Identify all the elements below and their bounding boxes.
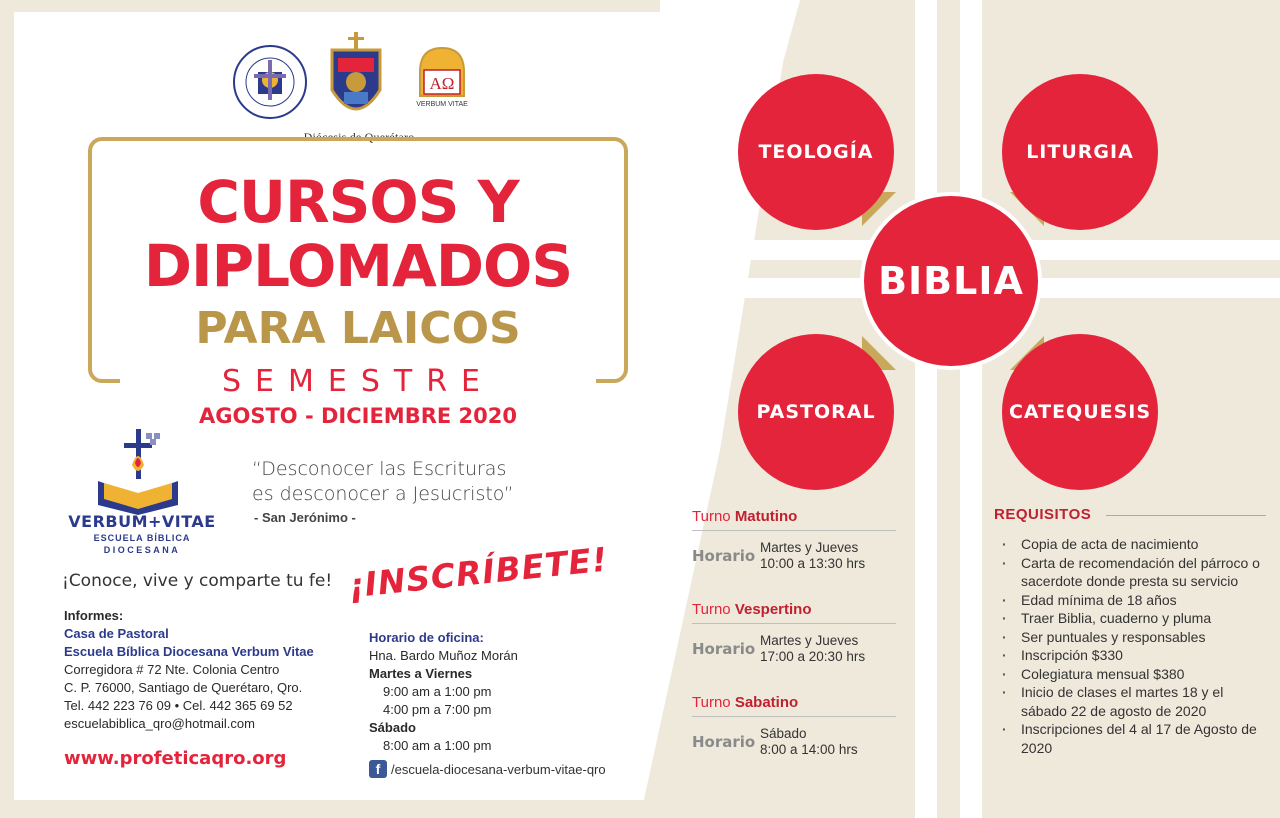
list-item: · Carta de recomendación del párroco o sacerdote donde presta su servicio	[1002, 554, 1262, 591]
list-item: · Inscripciones del 4 al 17 de Agosto de 2020	[1002, 720, 1262, 757]
requisitos-list	[1002, 535, 1262, 757]
pastoral-profetica-logo	[230, 42, 310, 122]
facebook-handle: /escuela-diocesana-verbum-vitae-qro	[391, 761, 606, 777]
website-link[interactable]: www.profeticaqro.org	[64, 748, 287, 769]
facebook-icon: f	[369, 760, 387, 778]
turno-sabatino-label: Horario	[692, 733, 756, 751]
turno-matutino-title: Turno Matutino	[692, 508, 896, 531]
quote-author: - San Jerónimo -	[254, 510, 356, 525]
area-pastoral-label: PASTORAL	[756, 401, 876, 423]
informes-label: Informes:	[64, 608, 124, 623]
list-item: · Ser puntuales y responsables	[1002, 628, 1262, 647]
list-item: · Traer Biblia, cuaderno y pluma	[1002, 609, 1262, 628]
school-name: VERBUM+VITAE	[68, 512, 216, 531]
verbum-vitae-small-text: VERBUM VITAE	[416, 101, 468, 108]
turno-sabatino-title: Turno Sabatino	[692, 694, 896, 717]
semestre-label: SEMESTRE	[221, 364, 494, 399]
inscribete-call-to-action: ¡INSCRÍBETE!	[346, 539, 610, 606]
informes-email: escuelabiblica_qro@hotmail.com	[64, 716, 255, 731]
title-line-3: PARA LAICOS	[195, 303, 521, 354]
verbum-vitae-small-logo	[414, 42, 470, 108]
informes-phones: Tel. 442 223 76 09 • Cel. 442 365 69 52	[64, 698, 293, 713]
area-pastoral	[738, 334, 894, 490]
area-liturgia-label: LITURGIA	[1026, 141, 1134, 163]
informes-block	[64, 607, 314, 733]
verbum-vitae-logo	[90, 425, 200, 515]
list-item: · Inicio de clases el martes 18 y el sábado 22 de agosto de 2020	[1002, 683, 1262, 720]
turno-vespertino-value: Martes y Jueves 17:00 a 20:30 hrs	[760, 633, 866, 664]
quote-line-2: es desconocer a Jesucristo”	[252, 483, 514, 505]
area-catequesis	[1002, 334, 1158, 490]
office-hours-label: Horario de oficina:	[369, 630, 484, 645]
list-item: · Copia de acta de nacimiento	[1002, 535, 1262, 554]
office-saturday-hours: 8:00 am a 1:00 pm	[383, 738, 492, 753]
informes-place-2: Escuela Bíblica Diocesana Verbum Vitae	[64, 644, 314, 659]
alpha-omega-symbol: AΩ	[429, 74, 455, 93]
turno-matutino	[692, 508, 896, 572]
turno-matutino-schedule	[692, 540, 896, 572]
office-weekdays-afternoon: 4:00 pm a 7:00 pm	[383, 702, 492, 717]
turno-vespertino-schedule	[692, 633, 896, 665]
list-item: · Inscripción $330	[1002, 646, 1262, 665]
list-item: · Colegiatura mensual $380	[1002, 665, 1262, 684]
school-subtitle-2: DIOCESANA	[103, 545, 181, 555]
turno-sabatino-schedule	[692, 726, 896, 758]
diocese-label: Diócesis de Querétaro	[303, 130, 415, 144]
informes-address-2: C. P. 76000, Santiago de Querétaro, Qro.	[64, 680, 303, 695]
turno-vespertino	[692, 601, 896, 665]
list-item: · Edad mínima de 18 años	[1002, 591, 1262, 610]
office-weekdays-morning: 9:00 am a 1:00 pm	[383, 684, 492, 699]
quote	[252, 457, 552, 507]
informes-address-1: Corregidora # 72 Nte. Colonia Centro	[64, 662, 280, 677]
turno-vespertino-title: Turno Vespertino	[692, 601, 896, 624]
area-teologia-label: TEOLOGÍA	[758, 141, 874, 163]
requisitos-divider	[1106, 515, 1266, 516]
area-teologia	[738, 74, 894, 230]
area-biblia	[860, 192, 1042, 370]
area-liturgia	[1002, 74, 1158, 230]
semester-dates: AGOSTO - DICIEMBRE 2020	[199, 404, 517, 428]
office-weekdays-label: Martes a Viernes	[369, 666, 473, 681]
turno-matutino-label: Horario	[692, 547, 756, 565]
turno-sabatino	[692, 694, 896, 758]
turno-vespertino-label: Horario	[692, 640, 756, 658]
quote-line-1: “Desconocer las Escrituras	[252, 458, 507, 480]
facebook-link[interactable]	[369, 760, 606, 778]
header-logos	[228, 30, 478, 145]
turno-matutino-value: Martes y Jueves 10:00 a 13:30 hrs	[760, 540, 866, 571]
office-saturday-label: Sábado	[369, 720, 416, 735]
requisitos-title: REQUISITOS	[994, 506, 1092, 523]
area-catequesis-label: CATEQUESIS	[1008, 401, 1152, 423]
office-contact: Hna. Bardo Muñoz Morán	[369, 648, 518, 663]
informes-place-1: Casa de Pastoral	[64, 626, 169, 641]
turno-sabatino-value: Sábado 8:00 a 14:00 hrs	[760, 726, 858, 757]
slogan: ¡Conoce, vive y comparte tu fe!	[62, 571, 333, 591]
area-biblia-label: BIBLIA	[878, 259, 1024, 303]
title-line-1: CURSOS Y	[197, 168, 519, 236]
school-subtitle-1: ESCUELA BÍBLICA	[93, 533, 191, 543]
office-hours-block	[369, 629, 518, 755]
diocese-coat-of-arms	[324, 30, 388, 128]
title-line-2: DIPLOMADOS	[143, 232, 573, 300]
